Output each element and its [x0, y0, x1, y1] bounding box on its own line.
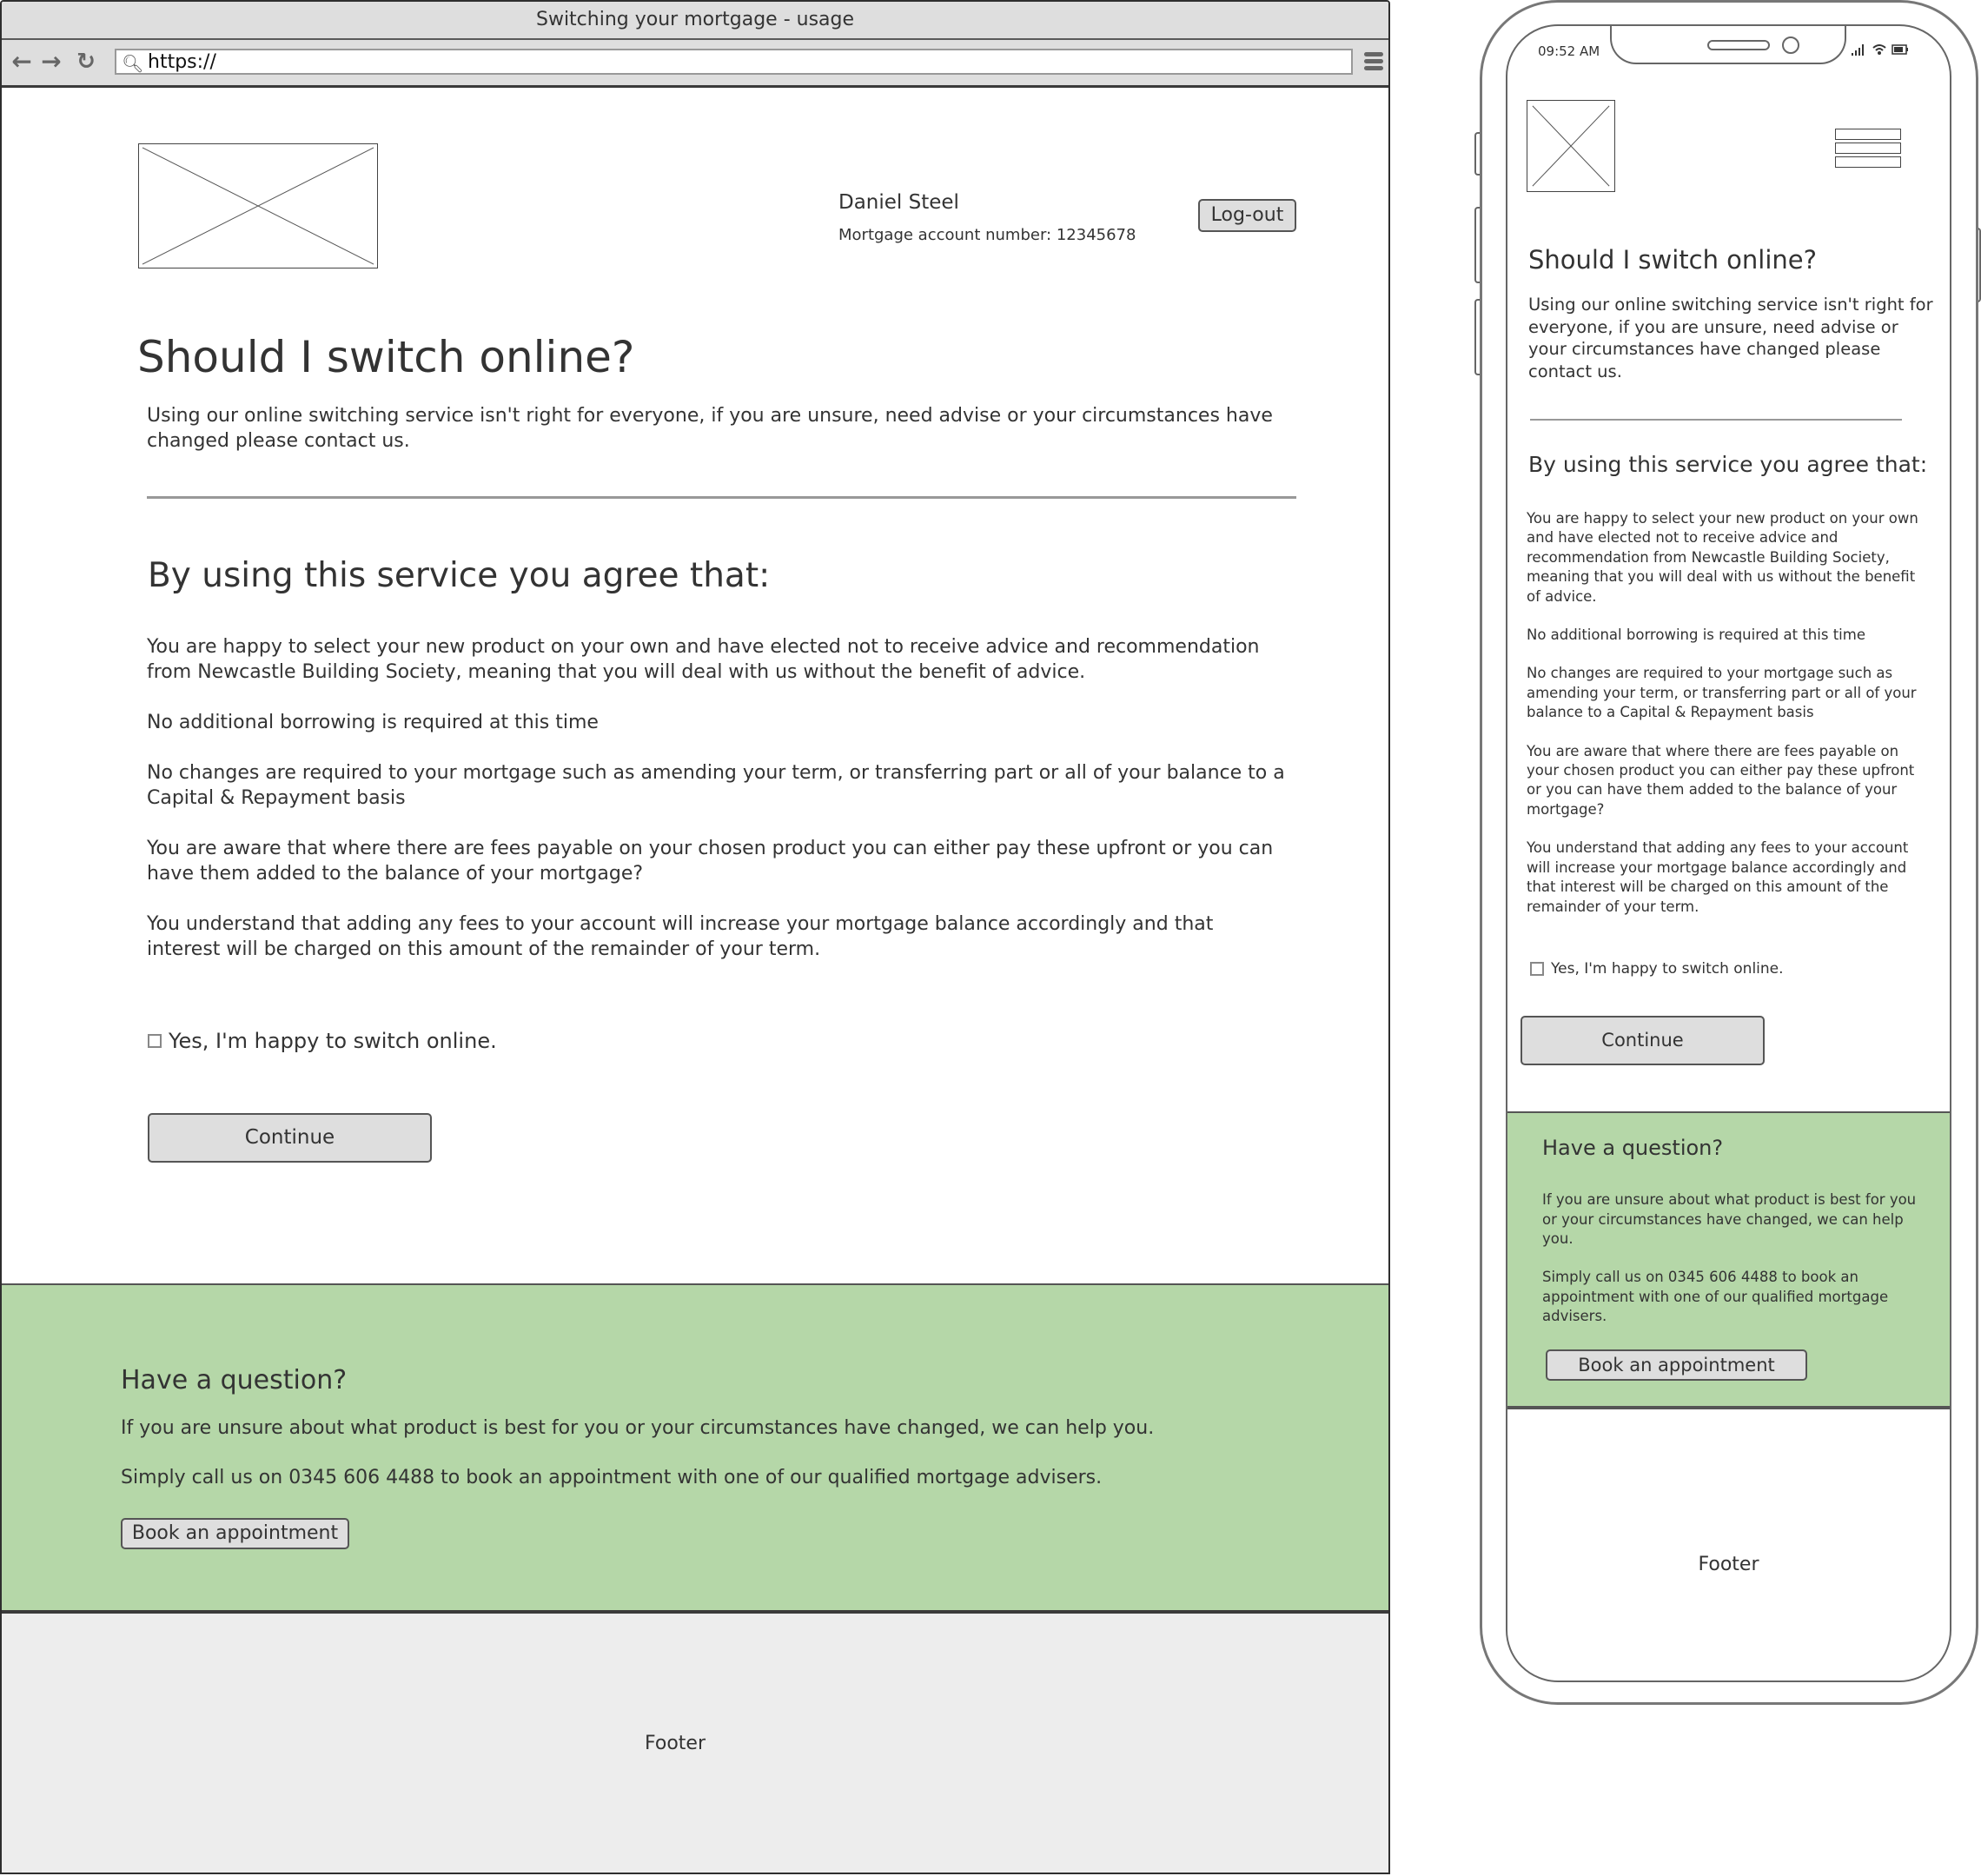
term-item: You are happy to select your new product on your own and have elected not to receive advice and recommendation from Newcastle Building Society, meaning that you will deal with us without the benefit of advice. — [1527, 510, 1918, 605]
question-heading: Have a question? — [121, 1365, 348, 1395]
url-input[interactable] — [115, 49, 1353, 75]
browser-toolbar — [2, 40, 1388, 88]
mobile-footer-label: Footer — [1698, 1554, 1759, 1575]
status-icons — [1852, 43, 1909, 56]
signal-icon — [1852, 43, 1867, 56]
page-title: Should I switch online? — [137, 332, 635, 382]
reload-icon[interactable]: ↻ — [76, 49, 96, 75]
mobile-page-title: Should I switch online? — [1528, 245, 1818, 275]
question-section — [2, 1283, 1388, 1614]
terms-list — [147, 634, 1285, 987]
mobile-question-heading: Have a question? — [1542, 1136, 1724, 1160]
question-text: If you are unsure about what product is best for you or your circumstances have changed, we can help you. — [121, 1417, 1155, 1439]
footer — [2, 1614, 1388, 1874]
divider — [147, 496, 1296, 499]
user-name: Daniel Steel — [838, 191, 959, 214]
mobile-question-text: If you are unsure about what product is best for you or your circumstances have changed, we can help you. — [1542, 1191, 1917, 1247]
battery-icon — [1892, 44, 1909, 55]
term-item: No changes are required to your mortgage such as amending your term, or transferring part or all of your balance to a Capital & Repayment basis — [1527, 665, 1917, 721]
term-item: You understand that adding any fees to your account will increase your mortgage balance accordingly and that interest will be charged on this amount of the remainder of your term. — [1527, 839, 1909, 915]
mobile-screen — [1506, 24, 1951, 1682]
camera-icon — [1782, 36, 1799, 54]
mobile-question-section — [1507, 1111, 1950, 1409]
speaker-icon — [1707, 40, 1770, 50]
term-item: No additional borrowing is required at this time — [147, 712, 599, 733]
browser-title-bar — [2, 2, 1388, 40]
mobile-intro-text: Using our online switching service isn't right for everyone, if you are unsure, need advise or your circumstances have changed please contact us. — [1528, 295, 1933, 381]
term-item: You are happy to select your new product on your own and have elected not to receive advice and recommendation from Newcastle Building Society, meaning that you will deal with us without the benefit of advice. — [147, 636, 1260, 683]
mobile-continue-button[interactable]: Continue — [1521, 1016, 1765, 1065]
continue-button[interactable]: Continue — [148, 1113, 432, 1163]
agree-heading: By using this service you agree that: — [148, 556, 771, 595]
term-item: You are aware that where there are fees payable on your chosen product you can either pay these upfront or you can have them added to the balance of your mortgage? — [147, 838, 1274, 885]
mobile-agree-checkbox-label: Yes, I'm happy to switch online. — [1551, 960, 1784, 978]
mobile-terms-list — [1527, 509, 1926, 936]
wifi-icon — [1872, 43, 1886, 56]
forward-arrow-icon[interactable]: → — [41, 47, 62, 76]
url-text: https:// — [148, 51, 216, 73]
search-icon: 🔍︎ — [122, 53, 144, 74]
intro-text: Using our online switching service isn't right for everyone, if you are unsure, need advise or your circumstances have changed please contact us. — [147, 405, 1273, 452]
logo-placeholder — [138, 143, 378, 268]
mobile-phone-text: Simply call us on 0345 606 4488 to book an appointment with one of our qualified mortgage advisers. — [1542, 1269, 1889, 1324]
mobile-agree-heading: By using this service you agree that: — [1528, 452, 1928, 477]
agree-checkbox-label: Yes, I'm happy to switch online. — [169, 1029, 497, 1053]
term-item: You are aware that where there are fees payable on your chosen product you can either pay these upfront or you can have them added to the balance of your mortgage? — [1527, 742, 1915, 818]
book-appointment-button[interactable]: Book an appointment — [121, 1518, 349, 1549]
term-item: No additional borrowing is required at this time — [1527, 626, 1865, 644]
window-title: Switching your mortgage - usage — [535, 9, 855, 30]
logout-button[interactable]: Log-out — [1198, 199, 1296, 232]
back-arrow-icon[interactable]: ← — [11, 47, 32, 76]
phone-text: Simply call us on 0345 606 4488 to book an appointment with one of our qualified mortgage advisers. — [121, 1467, 1103, 1488]
mobile-agree-checkbox-row[interactable] — [1530, 960, 1784, 978]
footer-label: Footer — [645, 1733, 706, 1754]
term-item: You understand that adding any fees to your account will increase your mortgage balance accordingly and that interest will be charged on this amount of the remainder of your term. — [147, 913, 1214, 960]
mobile-logo-placeholder — [1527, 100, 1615, 192]
mobile-book-appointment-button[interactable]: Book an appointment — [1546, 1349, 1807, 1381]
hamburger-menu-icon[interactable] — [1835, 129, 1901, 170]
menu-icon[interactable] — [1364, 52, 1383, 73]
status-time: 09:52 AM — [1538, 43, 1600, 59]
agree-checkbox-row[interactable] — [148, 1029, 497, 1053]
mobile-divider — [1530, 419, 1902, 421]
mobile-agree-checkbox[interactable] — [1530, 962, 1544, 976]
account-number: Mortgage account number: 12345678 — [838, 226, 1136, 244]
term-item: No changes are required to your mortgage such as amending your term, or transferring part or all of your balance to a Capital & Repayment basis — [147, 762, 1285, 809]
agree-checkbox[interactable] — [148, 1034, 162, 1048]
